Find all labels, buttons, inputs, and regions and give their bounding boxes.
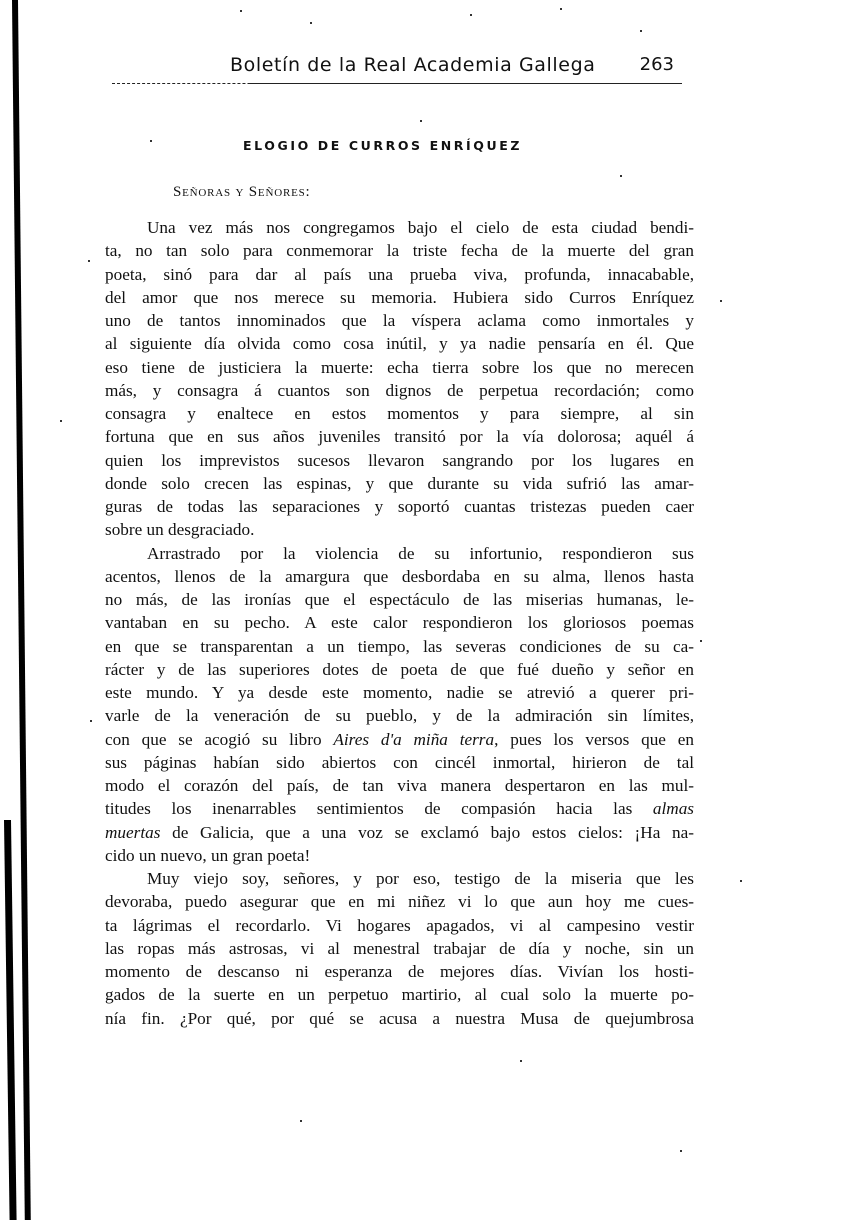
text-line-content: quien los imprevistos sucesos llevaron sangrando por los lugares en (105, 450, 694, 470)
body-text (105, 216, 694, 1030)
text-line-content: las ropas más astrosas, vi al menestral trabajar de día y noche, sin un (105, 938, 694, 958)
page-number: 263 (639, 54, 674, 75)
text-line-content: no más, de las ironías que el espectáculo de las miserias humanas, le- (105, 590, 694, 609)
text-line-content: consagra y enaltece en estos momentos y para siempre, al sin (105, 404, 694, 423)
text-line-content: al siguiente día olvida como cosa inútil, y ya nadie pensaría en él. Que (105, 334, 694, 354)
text-line (105, 844, 694, 867)
text-line (105, 751, 694, 774)
text-line (105, 565, 694, 588)
scan-speck (310, 22, 312, 24)
text-line-continuation: , pues los versos que en (494, 729, 694, 749)
scan-speck (88, 260, 90, 262)
text-line (105, 449, 694, 472)
text-line-content: vantaban en su pecho. A este calor respondieron los gloriosos poemas (105, 613, 694, 633)
text-line-content: guras de todas las separaciones y soportó cuantas tristezas pueden caer (105, 497, 694, 516)
text-line (105, 774, 694, 797)
text-line-content: eso tiene de justiciera la muerte: echa tierra sobre los que no merecen (105, 357, 694, 377)
text-line-content: fortuna que en sus años juveniles transitó por la vía dolorosa; aquél á (105, 427, 694, 447)
text-line (105, 356, 694, 379)
text-line (105, 518, 694, 541)
text-line (105, 937, 694, 960)
text-line-content: varle de la veneración de su pueblo, y de la admiración sin límites, (105, 706, 694, 726)
text-line-content: rácter y de las superiores dotes de poeta de que fué dueño y señor en (105, 659, 694, 679)
text-line-content: donde solo crecen las espinas, y que durante su vida sufrió las amar- (105, 473, 694, 493)
book-binding-edge (12, 0, 31, 1220)
scan-speck (620, 175, 622, 177)
scan-speck (680, 1150, 682, 1152)
running-head (110, 52, 682, 80)
text-line-continuation: de Galicia, que a una voz se exclamó bajo estos cielos: ¡Ha na- (160, 822, 694, 842)
text-line (105, 890, 694, 913)
text-line (105, 681, 694, 704)
text-line-content: sus páginas habían sido abiertos con cincél inmortal, hirieron de tal (105, 752, 694, 772)
text-line-content: ta, no tan solo para conmemorar la triste fecha de la muerte del gran (105, 241, 694, 261)
text-line (105, 704, 694, 727)
text-line-content: acentos, llenos de la amargura que desbordaba en su alma, llenos hasta (105, 566, 694, 586)
text-line-content: en que se transparentan a un tiempo, las severas condiciones de su ca- (105, 636, 694, 656)
italic-title: muertas (105, 822, 161, 842)
scan-speck (240, 10, 242, 12)
text-line-content: cido un nuevo, un gran poeta! (105, 845, 311, 865)
scan-speck (470, 14, 472, 16)
scan-speck (640, 30, 642, 32)
scan-speck (740, 880, 742, 882)
text-line-content: momento de descanso ni esperanza de mejores días. Vivían los hosti- (105, 962, 694, 981)
text-line (105, 867, 694, 890)
text-line (105, 263, 694, 286)
text-line-content: nía fin. ¿Por qué, por qué se acusa a nuestra Musa de quejumbrosa (105, 1008, 694, 1028)
text-line-content: titudes los inenarrables sentimientos de compasión hacia las (105, 799, 653, 819)
text-line (105, 472, 694, 495)
scan-speck (150, 140, 152, 142)
text-line-content: poeta, sinó para dar al país una prueba viva, profunda, innacabable, (105, 264, 694, 284)
text-line (105, 239, 694, 262)
scan-speck (300, 1120, 302, 1122)
text-line (105, 542, 694, 565)
article-title: ELOGIO DE CURROS ENRÍQUEZ (243, 138, 523, 153)
text-line (105, 914, 694, 937)
text-line-content: con que se acogió su libro (105, 729, 334, 749)
scan-speck (90, 720, 92, 722)
text-line-content: Muy viejo soy, señores, y por eso, testigo de la miseria que les (147, 869, 694, 888)
scan-speck (560, 8, 562, 10)
salutation: Señoras y Señores: (173, 184, 311, 200)
text-line (105, 379, 694, 402)
text-line-content: modo el corazón del país, de tan viva manera despertaron en las mul- (105, 776, 694, 795)
header-rule-solid (250, 83, 680, 84)
scan-speck (520, 1060, 522, 1062)
text-line (105, 402, 694, 425)
text-line (105, 425, 694, 448)
scan-speck (700, 640, 702, 642)
italic-title: Aires d'a miña terra (333, 729, 495, 749)
text-line-content: este mundo. Y ya desde este momento, nadie se atrevió a querer pri- (105, 683, 694, 702)
text-line (105, 658, 694, 681)
running-title: Boletín de la Real Academia Gallega (230, 54, 596, 76)
text-line-content: Arrastrado por la violencia de su infortunio, respondieron sus (147, 543, 694, 563)
text-line (105, 728, 694, 751)
text-line (105, 821, 694, 844)
italic-title: almas (652, 799, 694, 819)
text-line (105, 216, 694, 239)
scan-speck (420, 120, 422, 122)
text-line-content: devoraba, puedo asegurar que en mi niñez vi lo que aun hoy me cues- (105, 892, 694, 912)
text-line (105, 635, 694, 658)
text-line (105, 797, 694, 820)
text-line (105, 495, 694, 518)
text-line-content: ta lágrimas el recordarlo. Vi hogares apagados, vi al campesino vestir (105, 915, 694, 935)
text-line (105, 588, 694, 611)
text-line-content: uno de tantos innominados que la víspera aclama como inmortales y (105, 311, 694, 330)
text-line-content: sobre un desgraciado. (105, 520, 255, 540)
text-line (105, 983, 694, 1006)
scan-speck (720, 300, 722, 302)
text-line-content: del amor que nos merece su memoria. Hubiera sido Curros Enríquez (105, 287, 694, 307)
text-line (105, 309, 694, 332)
text-line (105, 286, 694, 309)
text-line (105, 1007, 694, 1030)
text-line (105, 332, 694, 355)
text-line-content: Una vez más nos congregamos bajo el cielo de esta ciudad bendi- (147, 218, 694, 237)
text-line (105, 960, 694, 983)
scan-speck (60, 420, 62, 422)
book-binding-edge-lower (4, 820, 17, 1220)
text-line-content: gados de la suerte en un perpetuo martirio, al cual solo la muerte po- (105, 985, 694, 1005)
text-line (105, 611, 694, 634)
text-line-content: más, y consagra á cuantos son dignos de perpetua recordación; como (105, 380, 694, 400)
